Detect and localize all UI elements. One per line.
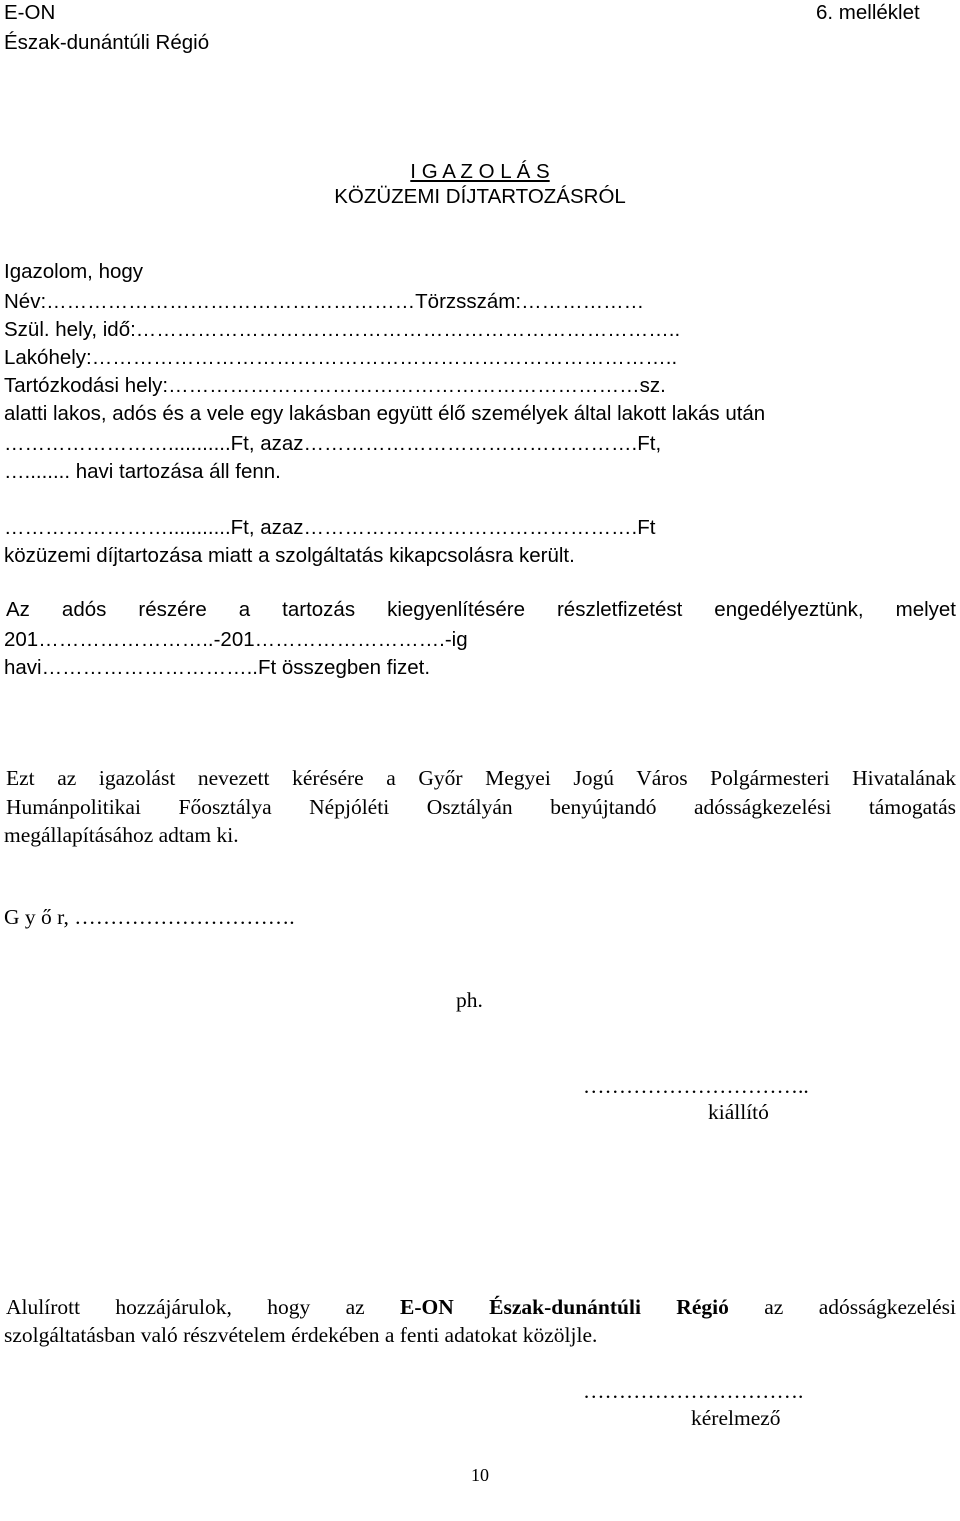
org-name: E-ON: [4, 1, 56, 24]
residence-field-line: Tartózkodási hely:……………………………………………………………sz.: [4, 374, 666, 397]
stamp-placeholder: ph.: [456, 988, 483, 1012]
consent-company: E-ON Észak-dunántúli Régió: [400, 1295, 729, 1319]
birth-field-line: Szül. hely, idő:……………………………………………………………………..: [4, 318, 681, 341]
purpose-line-3: megállapításához adtam ki.: [4, 823, 239, 847]
place-date-line: G y ő r, ………………………….: [4, 905, 295, 929]
name-field-line: Név:………………………………………………Törzsszám:………………: [4, 290, 645, 313]
issuer-signature-line: …………………………..: [583, 1074, 809, 1098]
installment-period-line: 201……………………..-201……………………….-ig: [4, 628, 468, 651]
document-title: I G A Z O L Á S: [410, 160, 550, 183]
consent-text-a: Alulírott hozzájárulok, hogy az: [6, 1295, 365, 1319]
installment-text: Az adós részére a tartozás kiegyenlítésére részletfizetést engedélyeztünk, melyet: [6, 598, 956, 621]
issuer-label: kiállító: [708, 1100, 769, 1124]
debtor-text: alatti lakos, adós és a vele egy lakásban együtt élő személyek által lakott lakás után: [4, 402, 766, 425]
address-field-line: Lakóhely:…………………………………………………………………………..: [4, 346, 678, 369]
document-subtitle: KÖZÜZEMI DÍJTARTOZÁSRÓL: [334, 185, 626, 208]
region-name: Észak-dunántúli Régió: [4, 31, 210, 54]
applicant-signature-line: ………………………….: [583, 1379, 804, 1403]
applicant-label: kérelmező: [691, 1406, 781, 1430]
disconnect-text: közüzemi díjtartozása miatt a szolgáltatás kikapcsolásra került.: [4, 544, 575, 567]
installment-amount-line: havi…………………………..Ft összegben fizet.: [4, 656, 431, 679]
purpose-line-2: Humánpolitikai Főosztálya Népjóléti Osztályán benyújtandó adósságkezelési támogatás: [6, 795, 956, 819]
page-number: 10: [471, 1465, 489, 1485]
debt-months-line: …........ havi tartozása áll fenn.: [4, 460, 281, 483]
disconnect-amount-line: ……………………...........Ft, azaz………………………………………….Ft: [4, 516, 656, 539]
attachment-label: 6. melléklet: [816, 1, 920, 24]
consent-line-2: szolgáltatásban való részvételem érdekében a fenti adatokat közöljle.: [4, 1323, 598, 1347]
debt-amount-line: ……………………...........Ft, azaz………………………………………….Ft,: [4, 432, 662, 455]
consent-text-c: az adósságkezelési: [764, 1295, 956, 1319]
consent-line-1: [6, 1297, 956, 1319]
purpose-line-1: Ezt az igazolást nevezett kérésére a Győr Megyei Jogú Város Polgármesteri Hivatalának: [6, 766, 956, 790]
intro-text: Igazolom, hogy: [4, 260, 144, 283]
